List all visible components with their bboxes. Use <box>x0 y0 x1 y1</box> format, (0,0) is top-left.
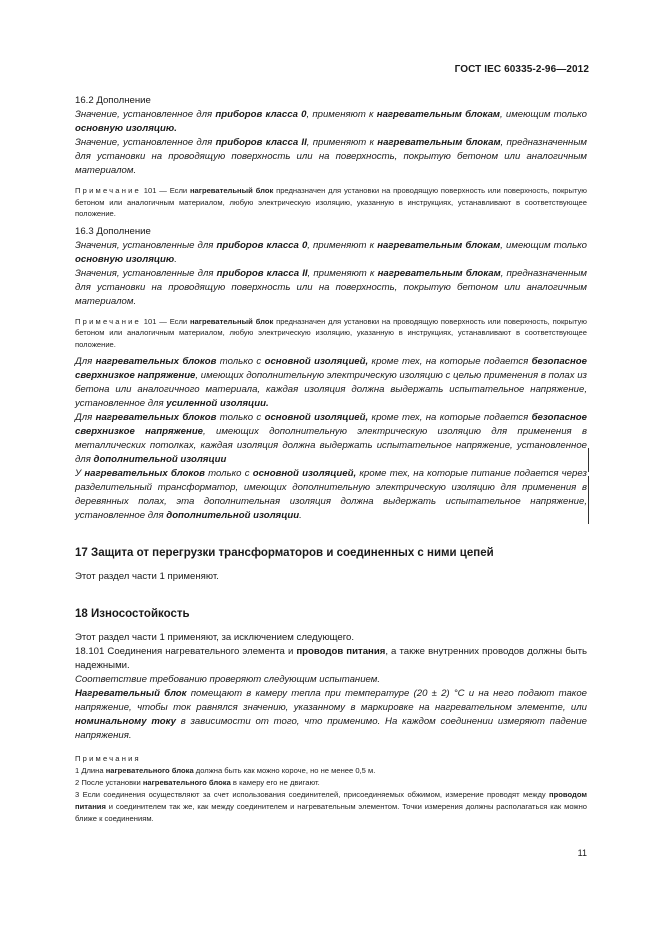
text-run: , предназначенным для установки на проводящую поверхность или на поверхность, покрытую бетоном или аналогичным материалом. <box>75 137 587 176</box>
text-run: 1 Длина <box>75 766 106 775</box>
text-run: , применяют к <box>306 137 378 148</box>
text-run: кроме тех, на которые питание подается через разделительный трансформатор, имеющих дополнительную электрическую изоляцию для применения в деревянных полах, эта дополнительная изоляция должна выдержать испытательное напряжение, установленное для <box>75 468 588 521</box>
note-16-2 <box>75 185 587 220</box>
bold-term: нагревательных блоков <box>84 468 205 479</box>
text-run: У <box>75 468 85 479</box>
note-item <box>75 777 587 789</box>
bold-term: нагревательным блокам <box>377 137 501 148</box>
text-run: Значение, установленное для <box>75 109 216 120</box>
bold-term: основной изоляцией, <box>264 356 369 367</box>
page-number: 11 <box>577 848 587 858</box>
text-run: предназначен для установки на проводящую поверхность или поверхность, покрытую бетоном или аналогичным материалом, любую электрическую изоляцию, указанную в инструкциях, устанавливают в соответствующее положение. <box>75 186 588 218</box>
note-item <box>75 765 587 777</box>
text-run: , применяют к <box>307 267 378 279</box>
text-run: . <box>299 510 302 521</box>
bold-term: безопасное сверхнизкое напряжение <box>75 412 588 437</box>
note-label: Примечание <box>75 316 141 326</box>
bold-term: основную изоляцию <box>75 253 175 265</box>
note-label: Примечание <box>75 186 141 195</box>
note-text <box>75 317 587 349</box>
bold-term: основной изоляцией, <box>264 412 369 423</box>
text-run: Значение, установленное для <box>75 137 216 148</box>
document-header: ГОСТ IEC 60335-2-96—2012 <box>454 64 589 75</box>
bold-term: нагревательного блока <box>105 766 194 775</box>
paragraph <box>75 136 587 178</box>
bold-term: проводом питания <box>75 790 587 811</box>
bold-term: дополнительной изоляции <box>166 510 300 521</box>
text-run: 3 Если соединения осуществляют за счет использования соединителей, присоединяемых обжимом, измерение проводят между <box>75 790 550 799</box>
text-run: Для <box>75 412 96 423</box>
bold-term: безопасное сверхнизкое напряжение <box>75 356 588 381</box>
bold-term: номинальному току <box>75 716 176 727</box>
bold-term: Нагревательный блок <box>75 688 187 699</box>
change-bar <box>588 448 589 472</box>
text-run: только с <box>204 468 253 479</box>
text-run: кроме тех, на которые подается <box>368 356 532 367</box>
bold-term: приборов класса 0 <box>215 109 307 120</box>
bold-term: проводов питания <box>296 646 386 657</box>
text-run: , имеющим только <box>500 239 587 251</box>
section-17-text: Этот раздел части 1 применяют. <box>75 571 219 582</box>
paragraph <box>75 108 587 136</box>
text-run: и соединителем так же, как между соединителем и нагревательным элементом. Точки измерения должны располагаться как можно ближе к соединениям. <box>75 802 587 823</box>
bold-term: нагревательным блокам <box>377 267 501 279</box>
paragraph <box>75 239 587 267</box>
paragraph <box>75 467 587 523</box>
text-run: в камеру его не двигают. <box>230 778 320 787</box>
text-run: , а также внутренних проводов должны быть надежными. <box>75 646 587 671</box>
text-run: , применяют к <box>307 239 378 251</box>
text-run: 101 — Если <box>140 186 190 195</box>
bold-term: нагревательный блок <box>189 316 274 326</box>
change-bar <box>588 476 589 524</box>
text-run: , применяют к <box>306 109 377 120</box>
section-17-heading: 17 Защита от перегрузки трансформаторов и соединенных с ними цепей <box>75 547 494 559</box>
subclause-18-101 <box>75 645 587 673</box>
bold-term: нагревательного блока <box>142 778 231 787</box>
subclause-16-3-heading: 16.3 Дополнение <box>75 225 151 237</box>
text-run: . <box>174 253 177 265</box>
bold-term: дополнительной изоляции <box>93 454 227 465</box>
text-run: , имеющих дополнительную электрическую изоляцию для применения в металлических потолках, каждая изоляция должна выдержать испытательное напряжение, установленное для <box>75 426 587 465</box>
paragraph <box>75 355 587 411</box>
text-run: Значения, установленные для <box>75 239 217 251</box>
bold-term: приборов класса 0 <box>216 239 308 251</box>
bold-term: нагревательных блоков <box>95 412 217 423</box>
text-run: , имеющих дополнительную электрическую изоляцию с целью применения в полах из бетона или аналогичного материала, каждая изоляция должна выдержать испытательное напряжение, установленное для <box>75 370 587 409</box>
text-run: должна быть как можно короче, но не менее 0,5 м. <box>193 766 376 775</box>
note-item <box>75 789 587 825</box>
page-content <box>75 94 587 825</box>
text-run: Для <box>75 356 96 367</box>
paragraph <box>75 411 587 467</box>
text-run: 2 После установки <box>75 778 143 787</box>
bold-term: нагревательных блоков <box>95 356 217 367</box>
text-run: в зависимости от того, что применимо. На каждом соединении измеряют падение напряжения. <box>75 716 587 741</box>
text-run: , предназначенным для установки на проводящую поверхность или на поверхность, покрытую бетоном или аналогичным материалом. <box>75 267 587 307</box>
bold-term: нагревательным блокам <box>377 239 501 251</box>
paragraph <box>75 267 587 309</box>
test-description <box>75 687 587 743</box>
bold-term: приборов класса II <box>215 137 307 148</box>
text-run: Значения, установленные для <box>75 267 217 279</box>
notes-title: Примечания <box>75 754 141 763</box>
text-run: кроме тех, на которые подается <box>368 412 532 423</box>
subclause-16-2-heading: 16.2 Дополнение <box>75 95 151 106</box>
text-run: предназначен для установки на проводящую поверхность или поверхность, покрытую бетоном или аналогичным материалом, любую электрическую изоляцию, указанную в инструкциях, устанавливают в соответствующее положение. <box>75 316 588 349</box>
note-text <box>75 186 587 218</box>
bold-term: нагревательный блок <box>189 186 274 195</box>
compliance-text: Соответствие требованию проверяют следующим испытанием. <box>75 674 381 685</box>
bold-term: основную изоляцию. <box>75 123 177 134</box>
text-run: только с <box>216 356 265 367</box>
text-run: только с <box>216 412 265 423</box>
bold-term: приборов класса II <box>216 267 308 279</box>
section-18-heading: 18 Износостойкость <box>75 608 190 620</box>
text-run: помещают в камеру тепла при температуре (20 ± 2) °С и на него подают такое напряжение, чтобы ток равнялся значению, указанному в маркировке на нагревательном элементе, или <box>75 688 588 713</box>
section-18-text: Этот раздел части 1 применяют, за исключением следующего. <box>75 632 355 643</box>
bold-term: основной изоляцией, <box>252 468 357 479</box>
text-run: 101 — Если <box>140 316 190 326</box>
text-run: 18.101 Соединения нагревательного элемента и <box>75 646 297 657</box>
note-16-3 <box>75 316 587 351</box>
bold-term: нагревательным блокам <box>376 109 500 120</box>
bold-term: усиленной изоляции. <box>166 398 269 409</box>
text-run: , имеющим только <box>500 109 587 120</box>
